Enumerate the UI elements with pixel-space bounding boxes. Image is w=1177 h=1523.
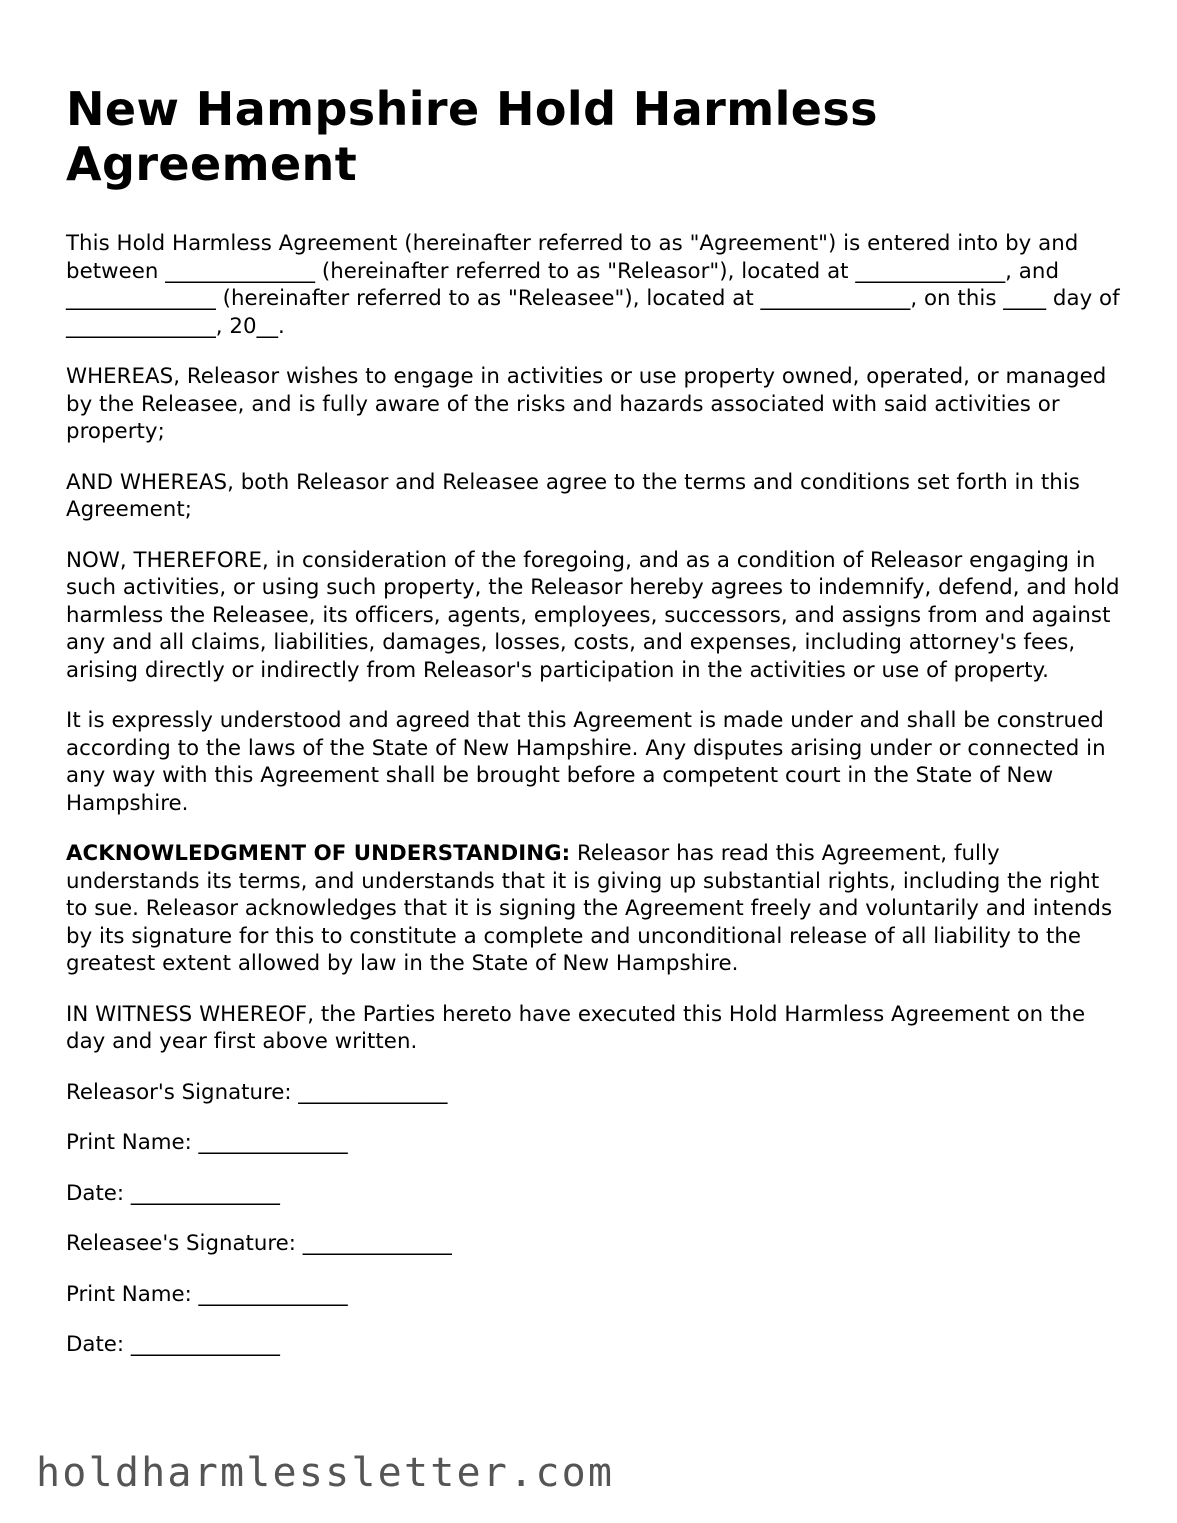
acknowledgment-paragraph (66, 840, 1126, 978)
releasor-date-line: Date: ______________ (66, 1180, 280, 1206)
releasee-print-name-line: Print Name: ______________ (66, 1281, 348, 1307)
releasee-date-line: Date: ______________ (66, 1332, 280, 1357)
witness-paragraph: IN WITNESS WHEREOF, the Parties hereto have executed this Hold Harmless Agreement on the day and year first above written. (66, 1001, 1086, 1054)
governing-law-paragraph: It is expressly understood and agreed that this Agreement is made under and shall be construed according to the laws of the State of New Hampshire. Any disputes arising under or connected in any way with this Agreement shall be brought before a competent court in the State of New Hampshire. (66, 708, 1106, 816)
acknowledgment-body: Releasor has read this Agreement, fully understands its terms, and understands that it is giving up substantial rights, including the right to sue. Releasor acknowledges that it is signing the Agreement freely and voluntarily and intends by its signature for this to constitute a complete and unconditional release of all liability to the greatest extent allowed by law in the State of New Hampshire. (66, 841, 1113, 976)
whereas-paragraph: WHEREAS, Releasor wishes to engage in activities or use property owned, operated, or managed by the Releasee, and is fully aware of the risks and hazards associated with said activities or property; (66, 364, 1107, 444)
releasee-signature-line: Releasee's Signature: ______________ (66, 1231, 452, 1256)
acknowledgment-heading: ACKNOWLEDGMENT OF UNDERSTANDING: (66, 841, 571, 866)
site-watermark: holdharmlessletter.com (36, 1450, 615, 1496)
releasor-signature-line: Releasor's Signature: ______________ (66, 1079, 448, 1105)
releasor-print-name-line: Print Name: ______________ (66, 1130, 348, 1155)
page-title: New Hampshire Hold Harmless Agreement (66, 82, 878, 191)
now-therefore-paragraph: NOW, THEREFORE, in consideration of the foregoing, and as a condition of Releasor engaging in such activities, or using such property, the Releasor hereby agrees to indemnify, defend, and hold harmless the Releasee, its officers, agents, employees, successors, and assigns from and against any and all claims, liabilities, damages, losses, costs, and expenses, including attorney's fees, arising directly or indirectly from Releasor's participation in the activities or use of property. (66, 547, 1120, 683)
document-page (66, 82, 1126, 1382)
intro-paragraph: This Hold Harmless Agreement (hereinafter referred to as "Agreement") is entered into by and between ______________ (hereinafter referred to as "Releasor"), located at ______________, and ______________ (hereinafter referred to as "Releasee"), located at ______________, on this ____ day of ______________, 20__. (66, 231, 1120, 339)
and-whereas-paragraph: AND WHEREAS, both Releasor and Releasee agree to the terms and conditions set forth in this Agreement; (66, 469, 1080, 522)
signature-block (66, 1079, 1126, 1359)
